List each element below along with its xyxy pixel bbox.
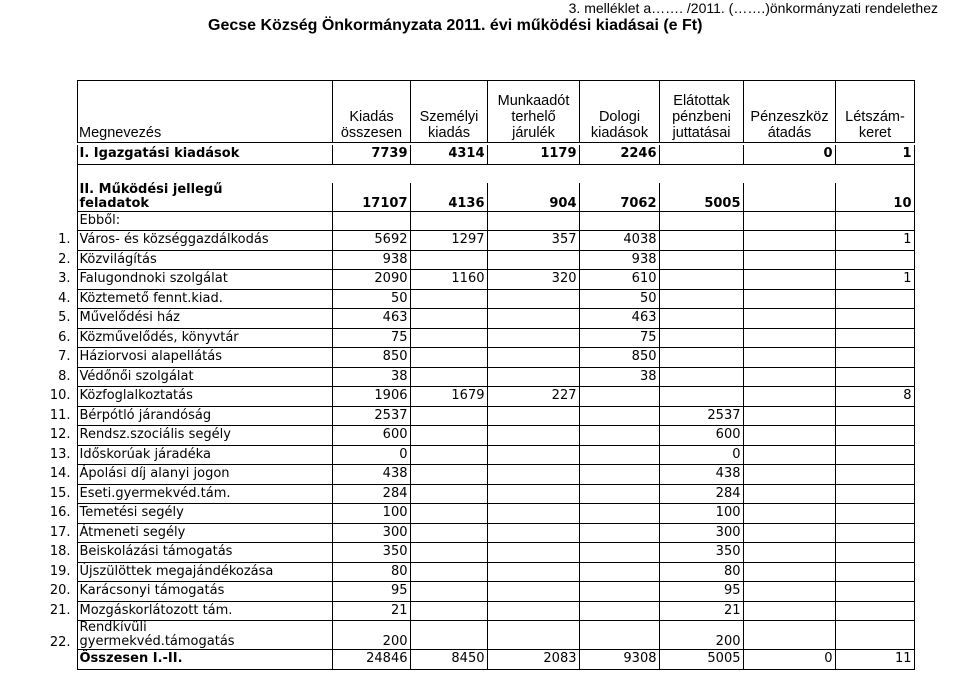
cell-total: 100 xyxy=(332,504,410,524)
cell-material xyxy=(579,582,659,602)
cell-material: 850 xyxy=(579,348,659,368)
cell-personal xyxy=(410,543,487,563)
row-label: Újszülöttek megajándékozása xyxy=(77,562,332,582)
cell-benefits: 0 xyxy=(659,445,743,465)
table-row: 4. Köztemető fennt.kiad. 50 50 xyxy=(0,289,914,309)
cell-headcount: 8 xyxy=(835,387,914,407)
cell-headcount xyxy=(835,445,914,465)
cell-headcount xyxy=(835,543,914,563)
cell-employer xyxy=(487,523,579,543)
cell-material: 38 xyxy=(579,367,659,387)
cell-benefits xyxy=(659,309,743,329)
cell-employer xyxy=(487,289,579,309)
row-label: Eseti.gyermekvéd.tám. xyxy=(77,484,332,504)
cell-total: 284 xyxy=(332,484,410,504)
cell-headcount xyxy=(835,406,914,426)
cell-personal xyxy=(410,582,487,602)
cell-material xyxy=(579,562,659,582)
table-row: 1. Város- és községgazdálkodás 5692 1297 357 4038 1 xyxy=(0,231,914,251)
row-label: Temetési segély xyxy=(77,504,332,524)
cell-employer xyxy=(487,543,579,563)
cell-headcount xyxy=(835,348,914,368)
cell-benefits: 600 xyxy=(659,426,743,446)
cell-headcount xyxy=(835,484,914,504)
cell-transfer xyxy=(743,231,835,251)
cell-personal xyxy=(410,367,487,387)
cell-material: 50 xyxy=(579,289,659,309)
table-row: 2. Közvilágítás 938 938 xyxy=(0,250,914,270)
cell-employer xyxy=(487,582,579,602)
cell-headcount xyxy=(835,523,914,543)
cell-employer xyxy=(487,562,579,582)
cell-benefits xyxy=(659,289,743,309)
cell-employer xyxy=(487,367,579,387)
decree-reference: 3. melléklet a……. /2011. (…….)önkormányzati rendelethez xyxy=(568,0,938,16)
cell-total: 438 xyxy=(332,465,410,485)
table-row: 16. Temetési segély 100 100 xyxy=(0,504,914,524)
cell-personal xyxy=(410,289,487,309)
row-label: Háziorvosi alapellátás xyxy=(77,348,332,368)
cell-material xyxy=(579,523,659,543)
cell-transfer xyxy=(743,523,835,543)
cell-transfer xyxy=(743,348,835,368)
cell-employer: 320 xyxy=(487,270,579,290)
table-row: 11. Bérpótló járandóság 2537 2537 xyxy=(0,406,914,426)
cell-benefits: 350 xyxy=(659,543,743,563)
cell-total: 21 xyxy=(332,601,410,621)
row-label: Rendsz.szociális segély xyxy=(77,426,332,446)
cell-material xyxy=(579,504,659,524)
cell-headcount xyxy=(835,289,914,309)
cell-total: 850 xyxy=(332,348,410,368)
cell-personal xyxy=(410,523,487,543)
cell-benefits: 2537 xyxy=(659,406,743,426)
cell-transfer xyxy=(743,367,835,387)
cell-total: 38 xyxy=(332,367,410,387)
ebbol-row: Ebből: xyxy=(0,211,914,231)
cell-benefits: 284 xyxy=(659,484,743,504)
cell-employer xyxy=(487,465,579,485)
cell-benefits xyxy=(659,231,743,251)
table-row: 21. Mozgáskorlátozott tám. 21 21 xyxy=(0,601,914,621)
row-label: Beiskolázási támogatás xyxy=(77,543,332,563)
cell-transfer xyxy=(743,270,835,290)
cell-transfer xyxy=(743,582,835,602)
cell-personal xyxy=(410,426,487,446)
cell-employer xyxy=(487,426,579,446)
cell-benefits xyxy=(659,367,743,387)
col-header-employer: Munkaadót terhelő járulék xyxy=(488,81,580,143)
cell-benefits xyxy=(659,270,743,290)
cell-transfer xyxy=(743,406,835,426)
cell-material: 610 xyxy=(579,270,659,290)
cell-headcount: 1 xyxy=(835,270,914,290)
row-label: Közvilágítás xyxy=(77,250,332,270)
row-label: Köztemető fennt.kiad. xyxy=(77,289,332,309)
cell-material xyxy=(579,465,659,485)
cell-material xyxy=(579,445,659,465)
row-label: Falugondnoki szolgálat xyxy=(77,270,332,290)
cell-benefits xyxy=(659,387,743,407)
cell-personal xyxy=(410,445,487,465)
cell-headcount xyxy=(835,562,914,582)
table-row: 12. Rendsz.szociális segély 600 600 xyxy=(0,426,914,446)
col-header-headcount: Létszám- keret xyxy=(836,81,915,143)
cell-employer xyxy=(487,406,579,426)
cell-employer xyxy=(487,250,579,270)
cell-headcount: 1 xyxy=(835,231,914,251)
cell-employer xyxy=(487,328,579,348)
row-label: Karácsonyi támogatás xyxy=(77,582,332,602)
cell-material: 75 xyxy=(579,328,659,348)
section-1-row: I. Igazgatási kiadások 7739 4314 1179 2246 0 1 xyxy=(0,145,914,164)
row-label: Átmeneti segély xyxy=(77,523,332,543)
col-header-name: Megnevezés xyxy=(78,81,333,143)
cell-total: 300 xyxy=(332,523,410,543)
cell-transfer xyxy=(743,504,835,524)
col-header-material: Dologi kiadások xyxy=(580,81,660,143)
row-label: Város- és községgazdálkodás xyxy=(77,231,332,251)
cell-total: 463 xyxy=(332,309,410,329)
cell-headcount xyxy=(835,309,914,329)
table-row: 13. Időskorúak járadéka 0 0 xyxy=(0,445,914,465)
cell-personal: 1160 xyxy=(410,270,487,290)
page-title: Gecse Község Önkormányzata 2011. évi működési kiadásai (e Ft) xyxy=(208,17,703,34)
cell-personal xyxy=(410,309,487,329)
cell-material: 463 xyxy=(579,309,659,329)
cell-total: 5692 xyxy=(332,231,410,251)
cell-total: 0 xyxy=(332,445,410,465)
cell-transfer xyxy=(743,387,835,407)
cell-headcount xyxy=(835,426,914,446)
table-row: 18. Beiskolázási támogatás 350 350 xyxy=(0,543,914,563)
cell-benefits xyxy=(659,250,743,270)
table-row: 6. Közművelődés, könyvtár 75 75 xyxy=(0,328,914,348)
cell-material xyxy=(579,406,659,426)
column-header-table xyxy=(77,80,915,143)
row-label: Közművelődés, könyvtár xyxy=(77,328,332,348)
cell-transfer xyxy=(743,562,835,582)
col-header-transfer: Pénzeszköz átadás xyxy=(744,81,836,143)
cell-transfer xyxy=(743,465,835,485)
table-row: 5. Művelődési ház 463 463 xyxy=(0,309,914,329)
cell-personal xyxy=(410,504,487,524)
col-header-personal: Személyi kiadás xyxy=(411,81,488,143)
cell-transfer xyxy=(743,289,835,309)
table-row: 3. Falugondnoki szolgálat 2090 1160 320 610 1 xyxy=(0,270,914,290)
cell-benefits: 300 xyxy=(659,523,743,543)
cell-personal xyxy=(410,562,487,582)
cell-benefits: 438 xyxy=(659,465,743,485)
cell-personal xyxy=(410,328,487,348)
table-row-22: 22. Rendkívüli gyermekvéd.támogatás 200 200 xyxy=(0,621,914,650)
cell-total: 2537 xyxy=(332,406,410,426)
cell-material xyxy=(579,387,659,407)
table-row: 15. Eseti.gyermekvéd.tám. 284 284 xyxy=(0,484,914,504)
row-label: Védőnői szolgálat xyxy=(77,367,332,387)
cell-transfer xyxy=(743,328,835,348)
cell-transfer xyxy=(743,426,835,446)
cell-material xyxy=(579,426,659,446)
cell-transfer xyxy=(743,484,835,504)
table-row: 7. Háziorvosi alapellátás 850 850 xyxy=(0,348,914,368)
cell-headcount xyxy=(835,465,914,485)
cell-benefits: 100 xyxy=(659,504,743,524)
cell-total: 600 xyxy=(332,426,410,446)
cell-transfer xyxy=(743,543,835,563)
cell-personal xyxy=(410,484,487,504)
cell-total: 80 xyxy=(332,562,410,582)
cell-transfer xyxy=(743,250,835,270)
cell-employer xyxy=(487,601,579,621)
cell-personal xyxy=(410,465,487,485)
cell-personal: 1297 xyxy=(410,231,487,251)
cell-employer: 357 xyxy=(487,231,579,251)
cell-employer xyxy=(487,504,579,524)
cell-headcount xyxy=(835,504,914,524)
table-row: 19. Újszülöttek megajándékozása 80 80 xyxy=(0,562,914,582)
cell-benefits: 21 xyxy=(659,601,743,621)
col-header-benefits: Elátottak pénzbeni juttatásai xyxy=(660,81,744,143)
row-label: Mozgáskorlátozott tám. xyxy=(77,601,332,621)
cell-material xyxy=(579,601,659,621)
table-row: 14. Ápolási díj alanyi jogon 438 438 xyxy=(0,465,914,485)
cell-transfer xyxy=(743,445,835,465)
cell-total: 350 xyxy=(332,543,410,563)
row-label: Művelődési ház xyxy=(77,309,332,329)
cell-benefits xyxy=(659,348,743,368)
cell-transfer xyxy=(743,309,835,329)
cell-employer: 227 xyxy=(487,387,579,407)
cell-benefits xyxy=(659,328,743,348)
cell-benefits: 95 xyxy=(659,582,743,602)
cell-total: 75 xyxy=(332,328,410,348)
table-row: 20. Karácsonyi támogatás 95 95 xyxy=(0,582,914,602)
cell-total: 50 xyxy=(332,289,410,309)
expenditure-table xyxy=(0,145,915,670)
table-row: 8. Védőnői szolgálat 38 38 xyxy=(0,367,914,387)
cell-material xyxy=(579,484,659,504)
cell-personal: 1679 xyxy=(410,387,487,407)
cell-personal xyxy=(410,406,487,426)
cell-employer xyxy=(487,348,579,368)
table-row: 10. Közfoglalkoztatás 1906 1679 227 8 xyxy=(0,387,914,407)
cell-employer xyxy=(487,445,579,465)
row-label: Időskorúak járadéka xyxy=(77,445,332,465)
row-label: Bérpótló járandóság xyxy=(77,406,332,426)
col-header-total: Kiadás összesen xyxy=(333,81,411,143)
cell-transfer xyxy=(743,601,835,621)
cell-personal xyxy=(410,601,487,621)
cell-employer xyxy=(487,484,579,504)
cell-headcount xyxy=(835,328,914,348)
cell-employer xyxy=(487,309,579,329)
cell-headcount xyxy=(835,582,914,602)
cell-headcount xyxy=(835,250,914,270)
cell-material xyxy=(579,543,659,563)
section-2-row: II. Működési jellegű feladatok 17107 4136 904 7062 5005 10 xyxy=(0,183,914,212)
cell-total: 1906 xyxy=(332,387,410,407)
cell-personal xyxy=(410,348,487,368)
cell-personal xyxy=(410,250,487,270)
cell-material: 4038 xyxy=(579,231,659,251)
row-label: Ápolási díj alanyi jogon xyxy=(77,465,332,485)
row-label: Közfoglalkoztatás xyxy=(77,387,332,407)
cell-headcount xyxy=(835,601,914,621)
cell-total: 938 xyxy=(332,250,410,270)
grand-total-row: Összesen I.-II. 24846 8450 2083 9308 5005 0 11 xyxy=(0,650,914,670)
cell-total: 2090 xyxy=(332,270,410,290)
spacer-row xyxy=(0,164,914,183)
table-row: 17. Átmeneti segély 300 300 xyxy=(0,523,914,543)
cell-material: 938 xyxy=(579,250,659,270)
cell-headcount xyxy=(835,367,914,387)
cell-total: 95 xyxy=(332,582,410,602)
cell-benefits: 80 xyxy=(659,562,743,582)
